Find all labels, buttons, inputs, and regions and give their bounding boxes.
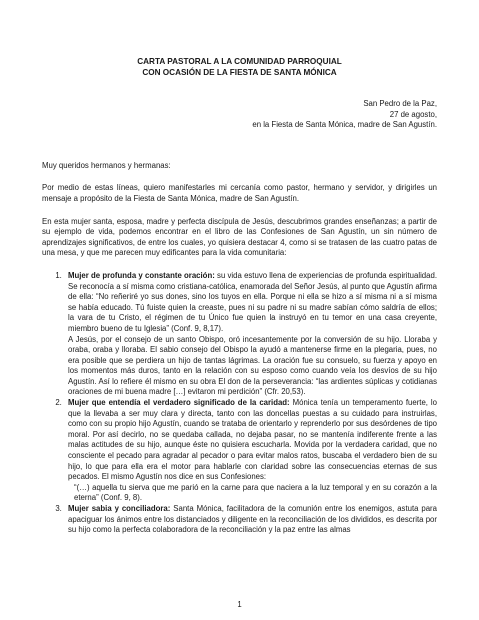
place-line-1: San Pedro de la Paz, <box>363 99 437 108</box>
item-text: Mónica tenía un temperamento fuerte, lo que la llevaba a ser muy clara y directa, tanto con las doncellas puestas a su cuidado para instruirlas, como con su propio hijo Agustín, cuando se trataba de orientarlo y reprenderlo por sus desórdenes de tipo moral. Por así decirlo, no se quedaba callada, no dejaba pasar, no se mantenía indiferente frente a las malas actitudes de su hijo, aunque éste no quisiera escucharla. Movida por la verdadera caridad, que no consciente el pecado para agradar al pecador o para evitar malos ratos, buscaba el verdadero bien de su hijo, lo que para ella era el motor para hablarle con claridad sobre las consecuencias eternas de sus pecados. El mismo Agustín nos dice en sus Confesiones: <box>68 398 438 482</box>
list-item <box>64 271 437 398</box>
place-line-2: 27 de agosto, <box>389 109 437 119</box>
item-text: su vida estuvo llena de experiencias de profunda espiritualidad. Se reconocía a sí misma como cristiana-católica, enamorada del Señor Jesús, al punto que Agustín afirma de ella: “No reñeriré yo sus dones, sino los tuyos en ella. Porque ni ella se hizo a sí misma ni a sí misma se había educado. Tú fuiste quien la creaste, pues ni su padre ni su madre sabían cómo saldría de ellos; la vara de tu Cristo, el régimen de tu Único fue quien la instruyó en tu temor en una casa creyente, miembro bueno de tu Iglesia” (Conf. 9, 8,17). <box>68 270 437 333</box>
item-heading: Mujer de profunda y constante oración: <box>68 270 215 280</box>
item-continuation: A Jesús, por el consejo de un santo Obispo, oró incesantemente por la conversión de su hijo. Lloraba y oraba, oraba y lloraba. El sabio consejo del Obispo la ayudó a mantenerse firme en la plegaria, pues, no era posible que se perdiera un hijo de tantas lágrimas. La oración fue su consuelo, su fuerza y apoyo en los momentos más duros, tanto en la relación con su esposo como cuando veía los desvíos de su hijo Agustín. Así lo refiere él mismo en su obra El don de la perseverancia: “las ardientes súplicas y cotidianas oraciones de mi buena madre […] evitaron mi perdición” (Cfr. 20,53). <box>68 334 437 397</box>
intro-paragraph: Por medio de estas líneas, quiero manifestarles mi cercanía como pastor, hermano y servidor, y dirigirles un mensaje a propósito de la Fiesta de Santa Mónica, madre de San Agustín. <box>42 183 437 203</box>
item-quote: “(…) aquella tu sierva que me parió en la carne para que naciera a la luz temporal y en su corazón a la eterna” (Conf. 9, 8). <box>74 482 437 503</box>
place-line-3: en la Fiesta de Santa Mónica, madre de San Agustín. <box>252 120 437 130</box>
item-text: Santa Mónica, facilitadora de la comunión entre los enemigos, astuta para apaciguar los ánimos entre los distanciados y diligente en la reconciliación de los divididos, es descrita por su hijo como la perfecta colaboradora de la reconciliación y la paz entre las almas <box>68 504 437 535</box>
item-heading: Mujer sabia y conciliadora: <box>68 504 171 513</box>
teachings-list <box>42 271 437 536</box>
body-paragraph: En esta mujer santa, esposa, madre y perfecta discípula de Jesús, descubrimos grandes enseñanzas; a partir de su ejemplo de vida, podemos encontrar en el libro de las Confesiones de San Agustín, un sin número de aprendizajes significativos, de entre los cuales, yo quisiera destacar 4, como si se tratasen de las cuatro patas de una mesa, y que me parecen muy edificantes para la vida comunitaria: <box>42 216 437 258</box>
list-item <box>64 504 437 536</box>
list-item <box>64 398 437 504</box>
place-and-date <box>42 99 437 131</box>
title-line-2: CON OCASIÓN DE LA FIESTA DE SANTA MÓNICA <box>142 68 337 77</box>
greeting: Muy queridos hermanos y hermanas: <box>42 160 171 170</box>
title-line-1: CARTA PASTORAL A LA COMUNIDAD PARROQUIAL <box>137 57 342 66</box>
letter-title <box>42 56 437 78</box>
item-heading: Mujer que entendía el verdadero significado de la caridad: <box>68 398 290 408</box>
page-number: 1 <box>237 600 242 609</box>
